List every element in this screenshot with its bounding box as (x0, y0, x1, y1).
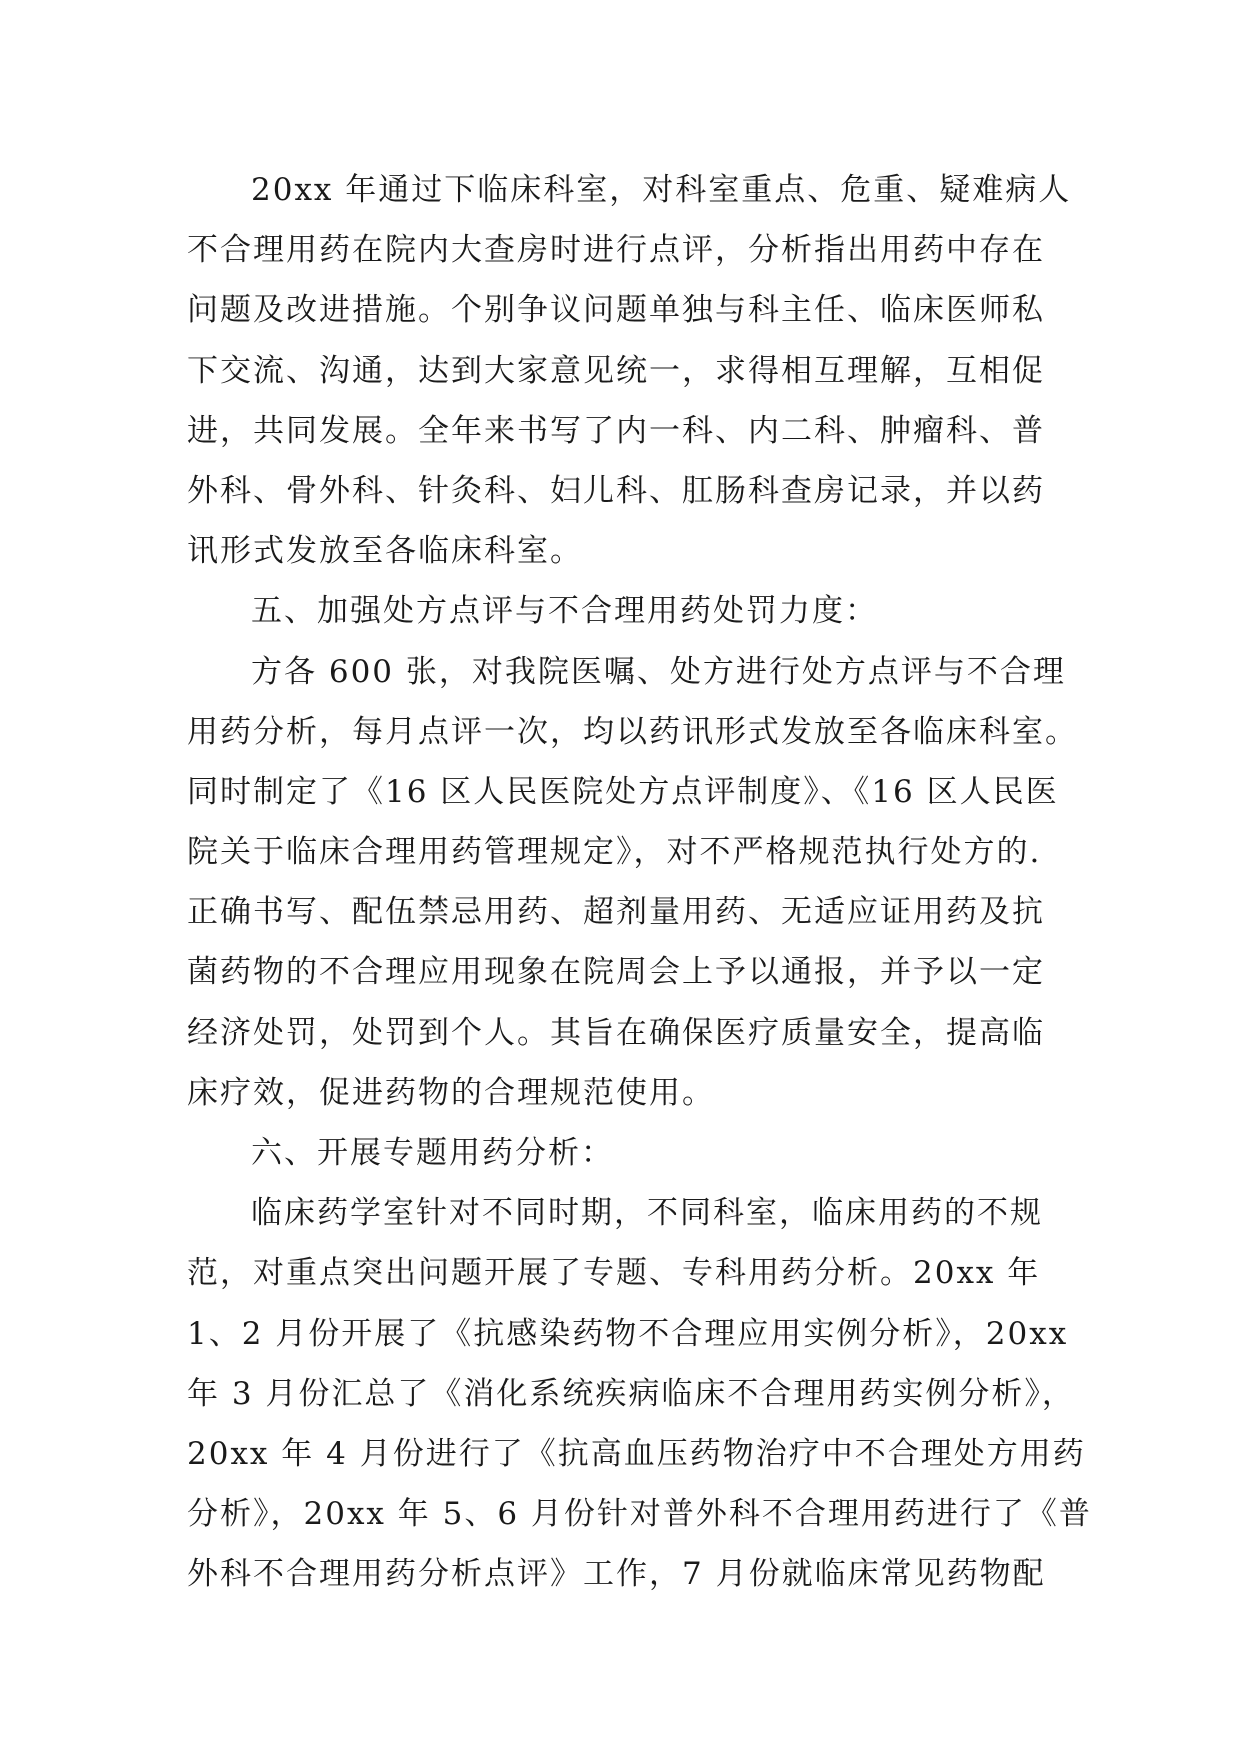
paragraph-line: 不合理用药在院内大查房时进行点评，分析指出用药中存在 (187, 232, 1045, 269)
paragraph-line: 同时制定了《16 区人民医院处方点评制度》、《16 区人民医 (187, 773, 1059, 810)
paragraph-line: 分析》，20xx 年 5、6 月份针对普外科不合理用药进行了《普 (187, 1496, 1092, 1533)
paragraph-line: 用药分析，每月点评一次，均以药讯形式发放至各临床科室。 (187, 713, 1078, 750)
paragraph-line: 菌药物的不合理应用现象在院周会上予以通报，并予以一定 (187, 954, 1045, 991)
document-body (187, 160, 1092, 1605)
section-heading: 五、加强处方点评与不合理用药处罚力度： (251, 593, 878, 630)
paragraph-line: 20xx 年 4 月份进行了《抗高血压药物治疗中不合理处方用药 (187, 1435, 1086, 1472)
paragraph-line: 床疗效，促进药物的合理规范使用。 (187, 1074, 715, 1111)
paragraph-line: 范，对重点突出问题开展了专题、专科用药分析。20xx 年 (187, 1255, 1041, 1292)
paragraph-line: 院关于临床合理用药管理规定》，对不严格规范执行处方的. (187, 834, 1042, 871)
paragraph-line: 方各 600 张，对我院医嘱、处方进行处方点评与不合理 (251, 653, 1066, 690)
paragraph-line: 进，共同发展。全年来书写了内一科、内二科、肿瘤科、普 (187, 412, 1045, 449)
paragraph-line: 年 3 月份汇总了《消化系统疾病临床不合理用药实例分析》， (187, 1375, 1075, 1412)
paragraph-line: 1、2 月份开展了《抗感染药物不合理应用实例分析》，20xx (187, 1315, 1069, 1352)
paragraph-line: 下交流、沟通，达到大家意见统一，求得相互理解，互相促 (187, 352, 1045, 389)
paragraph-line: 20xx 年通过下临床科室，对科室重点、危重、疑难病人 (251, 172, 1072, 208)
section-heading: 六、开展专题用药分析： (251, 1135, 614, 1171)
paragraph-line: 正确书写、配伍禁忌用药、超剂量用药、无适应证用药及抗 (187, 894, 1045, 931)
paragraph-line: 外科不合理用药分析点评》工作，7 月份就临床常见药物配 (187, 1556, 1046, 1593)
paragraph-line: 问题及改进措施。个别争议问题单独与科主任、临床医师私 (187, 292, 1045, 329)
paragraph-line: 临床药学室针对不同时期，不同科室，临床用药的不规 (251, 1195, 1043, 1232)
paragraph-line: 经济处罚，处罚到个人。其旨在确保医疗质量安全，提高临 (187, 1014, 1045, 1051)
paragraph-line: 外科、骨外科、针灸科、妇儿科、肛肠科查房记录，并以药 (187, 472, 1045, 509)
paragraph-line: 讯形式发放至各临床科室。 (187, 533, 583, 570)
